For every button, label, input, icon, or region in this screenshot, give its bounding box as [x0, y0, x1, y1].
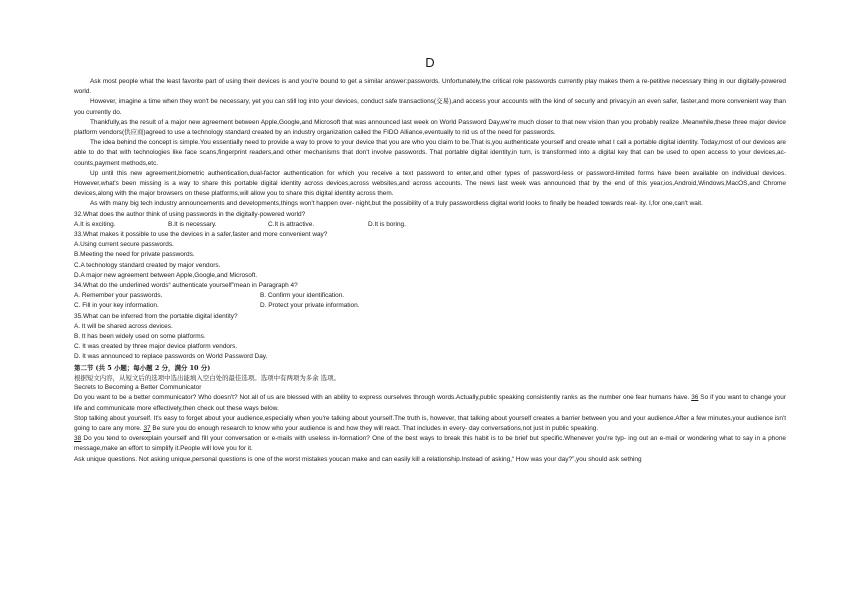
option-b: B. Confirm your identification.: [260, 292, 345, 300]
blank-36: 36: [691, 394, 699, 402]
paragraph-text: Do you tend to overexplain yourself and fill your conversation or e-mails with useless in-formation? One of the best ways to break this habit is to be brief but specific.Whenever you're typ- ing out an e-mail or wondering what to say in a phone message,make an effort to simplify it.People will love you for it.: [74, 435, 786, 453]
option-a: A. Remember your passwords.: [74, 292, 163, 300]
option-c: C.A technology standard created by major vendors.: [74, 261, 221, 269]
question-34-options-row-2: [74, 301, 786, 311]
passage-paragraph-4: The idea behind the concept is simple.You essentially need to provide a way to prove to your device that you are who you claim to be.That is,you authenticate yourself and create what I call a portable digital identity. Today,most of our devices are able to do that with technologies like face scans,fingerprint readers,and other mechanisms that don't involve passwords. That portable digital identity,in turn, is transformed into a digital key that can be used to open access to your devices,ac- counts,payment methods,etc.: [74, 139, 786, 167]
passage-paragraph-6: As with many big tech industry announcements and developments,things won't happen over- night,but the possibility of a truly passwordless digital world looks to finally be headed towards real- ity. I,for one,can't wait.: [90, 200, 703, 208]
question-34-options-row-1: [74, 291, 786, 301]
option-c: C. It was created by three major device platform vendors.: [74, 343, 238, 351]
passage-paragraph-1: Ask most people what the least favorite part of using their devices is and you're bound to get a similar answer:passwords. Unfortunately,the critical role passwords currently play makes them a re-petitive necessary thing in our digitally-powered world.: [74, 78, 786, 96]
option-b: B.It is necessary.: [168, 220, 217, 228]
article-paragraph-2: [74, 414, 786, 434]
paragraph-text: Be sure you do enough research to know who your audience is and how they will react. That includes in every- day conversations,not just in public speaking.: [152, 424, 599, 432]
question-33-stem: 33.What makes it possible to use the devices in a safer,faster and more convenient way?: [74, 231, 328, 239]
blank-37: 37: [143, 424, 151, 432]
section-title: D: [425, 55, 435, 70]
option-a: A.Using current secure passwords.: [74, 241, 174, 249]
blank-38: 38: [74, 435, 82, 443]
exam-page: [74, 56, 786, 465]
question-32-options: [74, 220, 786, 230]
paragraph-text: So if you want to change your life and communicate more effectively,then check out these ways below.: [74, 394, 786, 412]
passage-paragraph-5: Up until this new agreement,biometric authentication,dual-factor authentication for which you receive a text password to enter,and other types of password-less or password-limited forms have been available on individual devices. However,what's been missing is a way to share this portable digital identity across devices,across websites,and across accounts. The news last week was announced that by the end of this year,ios,Android,Windows,MacOS,and Chrome devices,along with the major browsers on these platforms,will allow you to share this digital identity across them.: [74, 169, 786, 198]
passage-paragraph-2: However, imagine a time when they won't be necessary, yet you can still log into your devices, conduct safe transactions(交易),and access your accounts with the kind of securly and privacy,in an even safer, faster,and more convenient way than you currently do.: [74, 98, 786, 116]
section-2-heading: 第二节 (共 5 小题；每小题 2 分，满分 10 分): [74, 363, 211, 372]
question-35-stem: 35.What can be inferred from the portable digital identity?: [74, 312, 238, 320]
option-d: D. It was announced to replace passwords on World Password Day.: [74, 353, 268, 361]
paragraph-text: Stop talking about yourself. It's easy to forget about your audience,especially when you're talking about yourself.The truth is, however, that talking about yourself creates a barrier between you and your audience.After a few minutes,your audience isn't going to care any more.: [74, 414, 786, 432]
option-c: C. Fill in your key information.: [74, 302, 159, 310]
article-paragraph-1: [74, 393, 786, 413]
option-c: C.It is attractive.: [268, 220, 315, 228]
question-32-stem: 32.What does the author think of using passwords in the digitally-powered world?: [74, 210, 306, 218]
section-2-instruction: 根据短文内容，从短文后的选项中选出能填入空白处的最佳选项。选项中有两项为多余 选项。: [74, 373, 340, 382]
option-b: B.Meeting the need for private passwords.: [74, 251, 195, 259]
option-a: A. It will be shared across devices.: [74, 322, 173, 330]
option-d: D.It is boring.: [368, 220, 406, 228]
article-title: Secrets to Becoming a Better Communicator: [74, 384, 202, 392]
option-a: A.It is exciting.: [74, 220, 116, 228]
option-d: D.A major new agreement between Apple,Google,and Microsoft.: [74, 271, 258, 279]
article-paragraph-3: [74, 434, 786, 454]
paragraph-text: Do you want to be a better communicator? Who doesn't? Not all of us are blessed with an ability to express ourselves through words.Actually,public speaking consistently ranks as the number one fear humans have.: [74, 394, 690, 402]
question-34-stem: 34.What do the underlined words“ authenticate yourself”mean in Paragraph 4?: [74, 282, 298, 290]
option-d: D. Protect your private information.: [260, 302, 360, 310]
option-b: B. It has been widely used on some platforms.: [74, 333, 206, 341]
passage-paragraph-3: Thankfully,as the result of a major new agreement between Apple,Google,and Microsoft that was announced last week on World Password Day,we're much closer to that new vision than you probably realize .Meanwhile,these three major device platform vendors(供应商)agreed to use a technology standard created by an industry organization called the FIDO Alliance,eventually to rid us of the need for passwords.: [74, 118, 786, 137]
article-paragraph-4: Ask unique questions. Not asking unique,personal questions is one of the worst mistakes youcan make and can easily kill a relationship.Instead of asking,“ How was your day?”,you should ask sething: [74, 455, 642, 463]
